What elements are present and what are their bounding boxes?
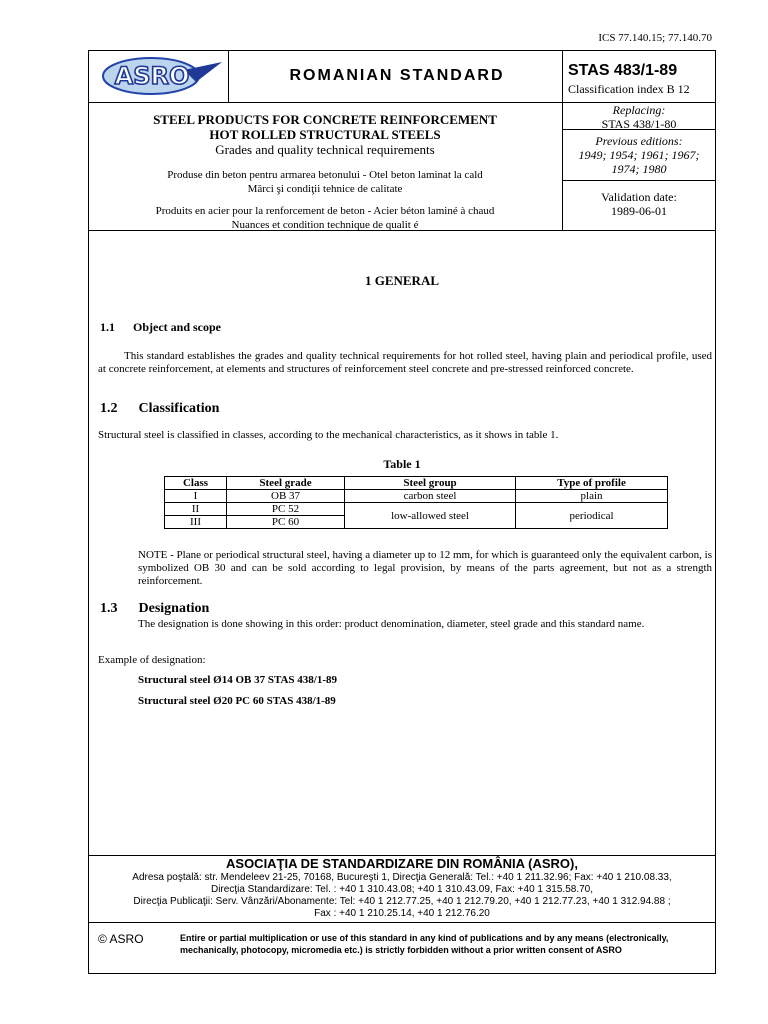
scope-paragraph: This standard establishes the grades and quality technical requirements for hot rolled steel, having plain and periodical profile, used at concrete reinforcement, at elements and structures of reinforcement steel concrete and pre-stressed reinforced concrete.	[98, 350, 712, 375]
table-cell: III	[165, 516, 227, 529]
designation-paragraph: The designation is done showing in this order: product denomination, diameter, steel grade and this standard name.	[138, 618, 645, 630]
table-cell: periodical	[516, 503, 668, 529]
logo-text: ASRO	[114, 62, 190, 90]
replacing-label: Replacing:	[612, 103, 666, 117]
standard-type: ROMANIAN STANDARD	[289, 67, 505, 84]
ics-code: ICS 77.140.15; 77.140.70	[598, 32, 712, 44]
validation-label: Validation date:	[601, 190, 677, 204]
title-en-line1: STEEL PRODUCTS FOR CONCRETE REINFORCEMENT	[153, 112, 497, 127]
table-cell: OB 37	[227, 490, 345, 503]
standard-code: STAS 483/1-89	[568, 62, 678, 79]
table-header-cell: Class	[165, 477, 227, 490]
table-cell: PC 60	[227, 516, 345, 529]
table-cell: low-allowed steel	[345, 503, 516, 529]
table-row	[165, 490, 668, 503]
table-title: Table 1	[383, 457, 421, 471]
rights-notice: Entire or partial multiplication or use of this standard in any kind of publications and by any means (electronically, mechanically, photocopy, micromedia etc.) is strictly forbidden without a prior written consent of ASRO	[180, 933, 669, 955]
table-cell: PC 52	[227, 503, 345, 516]
title-en-sub: Grades and quality technical requirements	[215, 142, 435, 157]
title-en-line2: HOT ROLLED STRUCTURAL STEELS	[209, 127, 441, 142]
divider	[228, 50, 229, 102]
table-cell: plain	[516, 490, 668, 503]
table-header-cell: Type of profile	[516, 477, 668, 490]
copyright: © ASRO	[98, 932, 144, 946]
previous-line1: 1949; 1954; 1961; 1967;	[578, 148, 700, 162]
divider	[562, 50, 563, 230]
example-line: Structural steel Ø14 OB 37 STAS 438/1-89	[138, 674, 338, 686]
footer-org: ASOCIAŢIA DE STANDARDIZARE DIN ROMÂNIA (ASRO),	[226, 856, 578, 871]
replacing-value: STAS 438/1-80	[601, 117, 677, 131]
note-paragraph: NOTE - Plane or periodical structural steel, having a diameter up to 12 mm, for which is guaranteed only the equivalent carbon, is symbolized OB 30 and can be sold according to legal provision, by means of the parts agreement, but not as a strength reinforcement.	[138, 549, 712, 587]
title-fr-line2: Nuances et condition technique de qualit é	[231, 219, 419, 231]
subsection-heading: 1.3 Designation	[100, 601, 210, 616]
table-header-row	[165, 477, 668, 490]
example-line: Structural steel Ø20 PC 60 STAS 438/1-89	[138, 695, 336, 707]
address-line: Direcţia Publicaţii: Serv. Vânzări/Abonamente: Tel: +40 1 212.77.25, +40 1 212.79.20, +40 1 212.77.23, +40 1 312.94.88 ;	[133, 896, 671, 907]
subsection-heading: 1.2 Classification	[100, 401, 220, 416]
divider	[562, 180, 716, 181]
table-header-cell: Steel group	[345, 477, 516, 490]
previous-line2: 1974; 1980	[611, 162, 667, 176]
asro-logo	[96, 54, 226, 98]
subsection-heading: 1.1 Object and scope	[100, 320, 221, 334]
title-ro-line1: Produse din beton pentru armarea betonului - Otel beton laminat la cald	[167, 169, 483, 181]
table-header-cell: Steel grade	[227, 477, 345, 490]
title-fr-line1: Produits en acier pour la renforcement de beton - Acier béton laminé à chaud	[155, 205, 495, 217]
section-heading: 1 GENERAL	[364, 273, 440, 288]
address-line: Direcţia Standardizare: Tel. : +40 1 310.43.08; +40 1 310.43.09, Fax: +40 1 315.58.70,	[210, 884, 594, 895]
title-block	[90, 112, 560, 232]
title-ro-line2: Mărci şi condiţii tehnice de calitate	[247, 183, 403, 195]
previous-label: Previous editions:	[595, 134, 683, 148]
table-cell: carbon steel	[345, 490, 516, 503]
table-cell: I	[165, 490, 227, 503]
table-cell: II	[165, 503, 227, 516]
validation-value: 1989-06-01	[611, 204, 667, 218]
table-row	[165, 503, 668, 516]
classification-table	[164, 476, 668, 529]
example-label: Example of designation:	[98, 654, 206, 666]
address-line: Adresa poştală: str. Mendeleev 21-25, 70168, Bucureşti 1, Direcţia Generală: Tel.: +40 1 211.32.96; Fax: +40 1 210.08.33,	[132, 872, 672, 883]
address-line: Fax : +40 1 210.25.14, +40 1 212.76.20	[314, 908, 490, 919]
footer-address	[88, 872, 716, 920]
classification-paragraph: Structural steel is classified in classes, according to the mechanical characteristics, as it shows in table 1.	[98, 429, 559, 441]
divider	[88, 922, 716, 923]
classification-index: Classification index B 12	[568, 82, 690, 96]
